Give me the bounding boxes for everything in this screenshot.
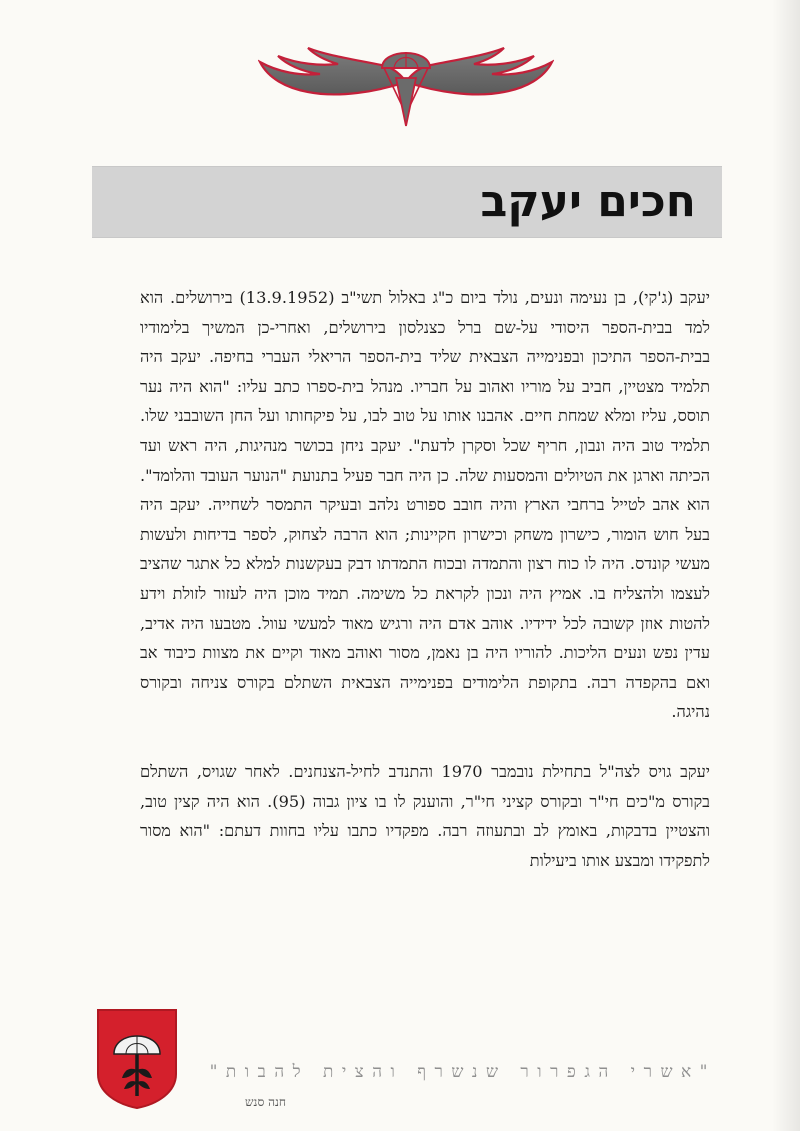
footer-quote: "אשרי הגפרור שנשרף והצית להבות": [209, 1062, 716, 1082]
footer-author: חנה סנש: [245, 1095, 286, 1109]
paratrooper-wings-icon: [258, 32, 554, 132]
page-title: חכים יעקב: [480, 176, 696, 227]
paragraph-1: יעקב (ג'קי), בן נעימה ונעים, נולד ביום כ"ג באלול תשי"ב (13.9.1952) בירושלים. הוא למד בבית-הספר היסודי על-שם ברל כצנלסון בירושלים, ואחרי-כן המשיך בלימודיו בבית-הספר התיכון ובפנימייה הצבאית שליד בית-הספר הריאלי העברי בחיפה. יעקב היה תלמיד מצטיין, חביב על מוריו ואהוב על חבריו. מנהל בית-ספרו כתב עליו: "הוא היה נער תוסס, עליז ומלא שמחת חיים. אהבנו אותו על טוב לבו, על פיקחותו ועל החן השובבני שלו. תלמיד טוב היה ונבון, חריף שכל וסקרן לדעת". יעקב ניחן בכושר מנהיגות, היה ראש ועד הכיתה וארגן את הטיולים והמסעות שלה. כן היה חבר פעיל בתנועת "הנוער העובד והלומד". הוא אהב לטייל ברחבי הארץ והיה חובב ספורט נלהב ובעיקר התמסר לשחייה. יעקב היה בעל חוש הומור, כישרון משחק וכישרון חקיינות; הוא הרבה לצחוק, לספר בדיחות ולעשות מעשי קונדס. היה לו כוח רצון והתמדה ובכוח התמדתו דבק בעקשנות למלא כל אתגר שהציב לעצמו ולהצליח בו. אמיץ היה ונכון לקראת כל משימה. תמיד מוכן היה לעזור לזולת וידע להטות אוזן קשובה לכל ידידיו. אוהב אדם היה ורגיש מאוד למעשי עוול. מטבעו היה אדיב, עדין נפש ונעים הליכות. להוריו היה בן נאמן, מסור ואוהב מאוד וקיים את מצוות כיבוד אב ואם בהקפדה רבה. בתקופת הלימודים בפנימייה הצבאית השתלם בקורס צניחה ובקורס נהיגה.: [140, 288, 711, 722]
title-bar: [92, 166, 722, 238]
page-edge-shadow: [772, 0, 800, 1131]
biography-text: [140, 283, 710, 875]
paragraph-2: יעקב גויס לצה"ל בתחילת נובמבר 1970 והתנדב לחיל-הצנחנים. לאחר שגויס, השתלם בקורס מ"כים חי"ר ובקורס קציני חי"ר, והוענק לו בו ציון גבוה (95). הוא היה קצין טוב, והצטיין בדבקות, באומץ לב ובתעוזה רבה. מפקדיו כתבו עליו בחוות דעתם: "הוא מסור לתפקידו ומבצע אותו ביעילות: [140, 761, 710, 870]
brigade-emblem-icon: [96, 1008, 178, 1110]
